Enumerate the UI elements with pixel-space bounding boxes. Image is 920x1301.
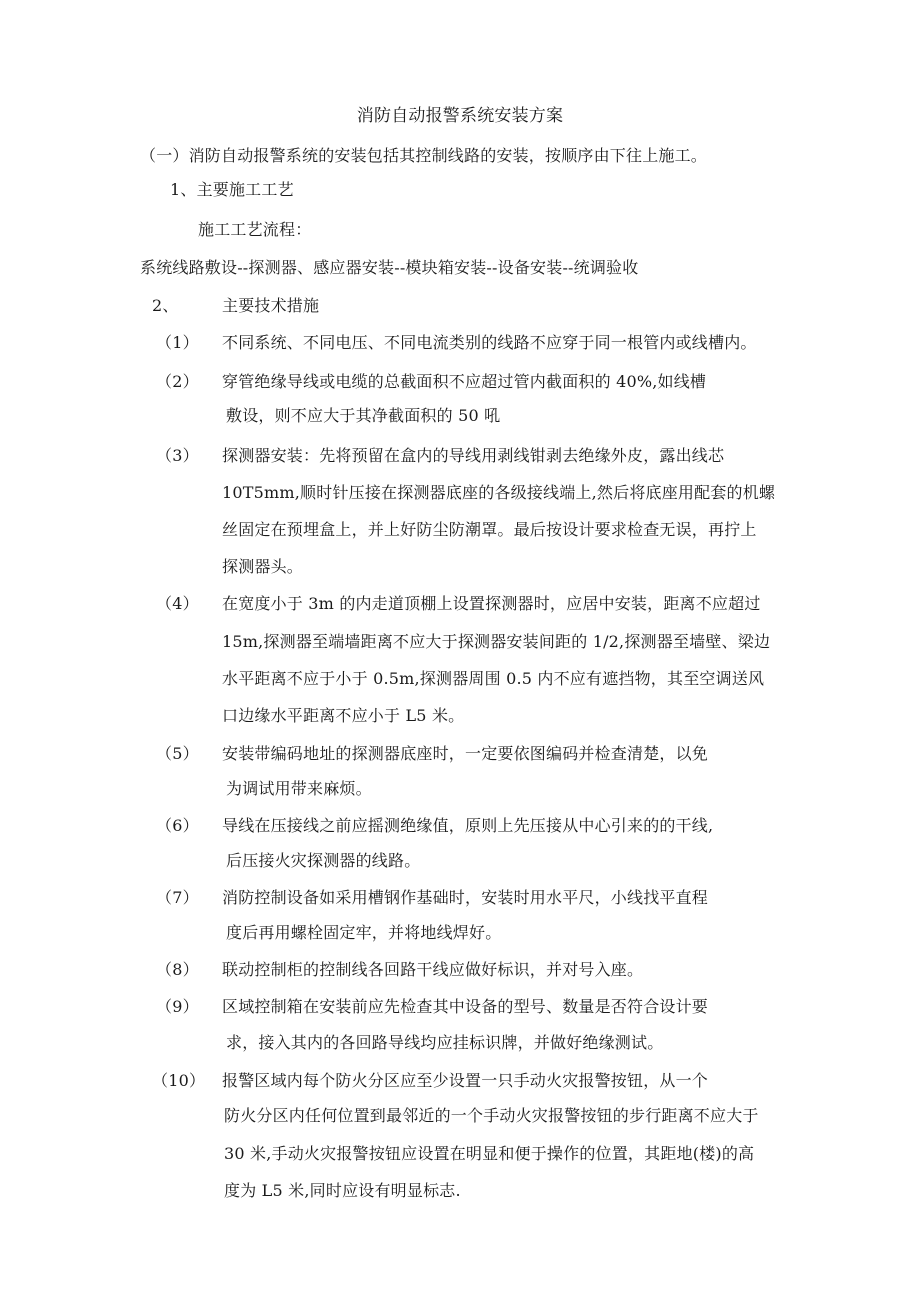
item-5-line-2: 为调试用带来麻烦。 (226, 779, 372, 798)
item-2-line-1: 穿管绝缘导线或电缆的总截面积不应超过管内截面积的 40%,如线槽 (222, 372, 707, 391)
item-6-number: （6） (156, 816, 199, 835)
item-6-line-2: 后压接火灾探测器的线路。 (226, 851, 421, 870)
section-2-heading: 主要技术措施 (222, 296, 320, 315)
item-2-number: （2） (156, 372, 199, 391)
item-4-number: （4） (156, 594, 199, 613)
item-7-number: （7） (156, 888, 199, 907)
intro-paragraph: （一）消防自动报警系统的安装包括其控制线路的安装，按顺序由下往上施工。 (140, 146, 708, 165)
item-9-line-1: 区域控制箱在安装前应先检查其中设备的型号、数量是否符合设计要 (222, 997, 709, 1016)
item-10-line-1: 报警区域内每个防火分区应至少设置一只手动火灾报警按钮，从一个 (222, 1071, 709, 1090)
item-7-line-1: 消防控制设备如采用槽钢作基础时，安装时用水平尺，小线找平直程 (222, 888, 709, 907)
section-1-subheading: 施工工艺流程： (198, 220, 312, 239)
item-10-number: （10） (152, 1071, 206, 1090)
item-5-number: （5） (156, 744, 199, 763)
item-8-line-1: 联动控制柜的控制线各回路干线应做好标识，并对号入座。 (222, 960, 644, 979)
item-10-line-3: 30 米,手动火灾报警按钮应设置在明显和便于操作的位置，其距地(楼)的高 (224, 1144, 755, 1163)
item-3-line-1: 探测器安装：先将预留在盒内的导线用剥线钳剥去绝缘外皮，露出线芯 (222, 446, 725, 465)
item-6-line-1: 导线在压接线之前应摇测绝缘值，原则上先压接从中心引来的的干线, (222, 816, 714, 835)
item-3-line-2: 10T5mm,顺时针压接在探测器底座的各级接线端上,然后将底座用配套的机螺 (222, 483, 776, 502)
item-8-number: （8） (156, 960, 199, 979)
item-4-line-2: 15m,探测器至端墙距离不应大于探测器安装间距的 1/2,探测器至墙壁、梁边 (222, 632, 771, 651)
item-9-number: （9） (156, 997, 199, 1016)
item-4-line-3: 水平距离不应于小于 0.5m,探测器周围 0.5 内不应有遮挡物，其至空调送风 (222, 669, 765, 688)
item-1-line-1: 不同系统、不同电压、不同电流类别的线路不应穿于同一根管内或线槽内。 (222, 333, 757, 352)
item-9-line-2: 求，接入其内的各回路导线均应挂标识牌，并做好绝缘测试。 (226, 1033, 664, 1052)
section-1-heading: 1、主要施工工艺 (170, 180, 294, 199)
item-3-line-4: 探测器头。 (222, 557, 304, 576)
item-10-line-2: 防火分区内任何位置到最邻近的一个手动火灾报警按钮的步行距离不应大于 (224, 1106, 759, 1125)
item-4-line-4: 口边缘水平距离不应小于 L5 米。 (222, 706, 465, 725)
item-7-line-2: 度后再用螺栓固定牢，并将地线焊好。 (226, 923, 502, 942)
item-2-line-2: 敷设，则不应大于其净截面积的 50 吼 (226, 406, 501, 425)
item-10-line-4: 度为 L5 米,同时应设有明显标志. (224, 1181, 461, 1200)
item-1-number: （1） (156, 333, 199, 352)
item-5-line-1: 安装带编码地址的探测器底座时，一定要依图编码并检查清楚，以免 (222, 744, 709, 763)
item-4-line-1: 在宽度小于 3m 的内走道顶棚上设置探测器时，应居中安装，距离不应超过 (222, 594, 761, 613)
process-flow: 系统线路敷设--探测器、感应器安装--模块箱安装--设备安装--统调验收 (140, 258, 639, 277)
item-3-line-3: 丝固定在预埋盒上，并上好防尘防潮罩。最后按设计要求检查无误，再拧上 (222, 520, 757, 539)
section-2-number: 2、 (152, 296, 179, 315)
document-title: 消防自动报警系统安装方案 (356, 106, 564, 126)
item-3-number: （3） (156, 446, 199, 465)
